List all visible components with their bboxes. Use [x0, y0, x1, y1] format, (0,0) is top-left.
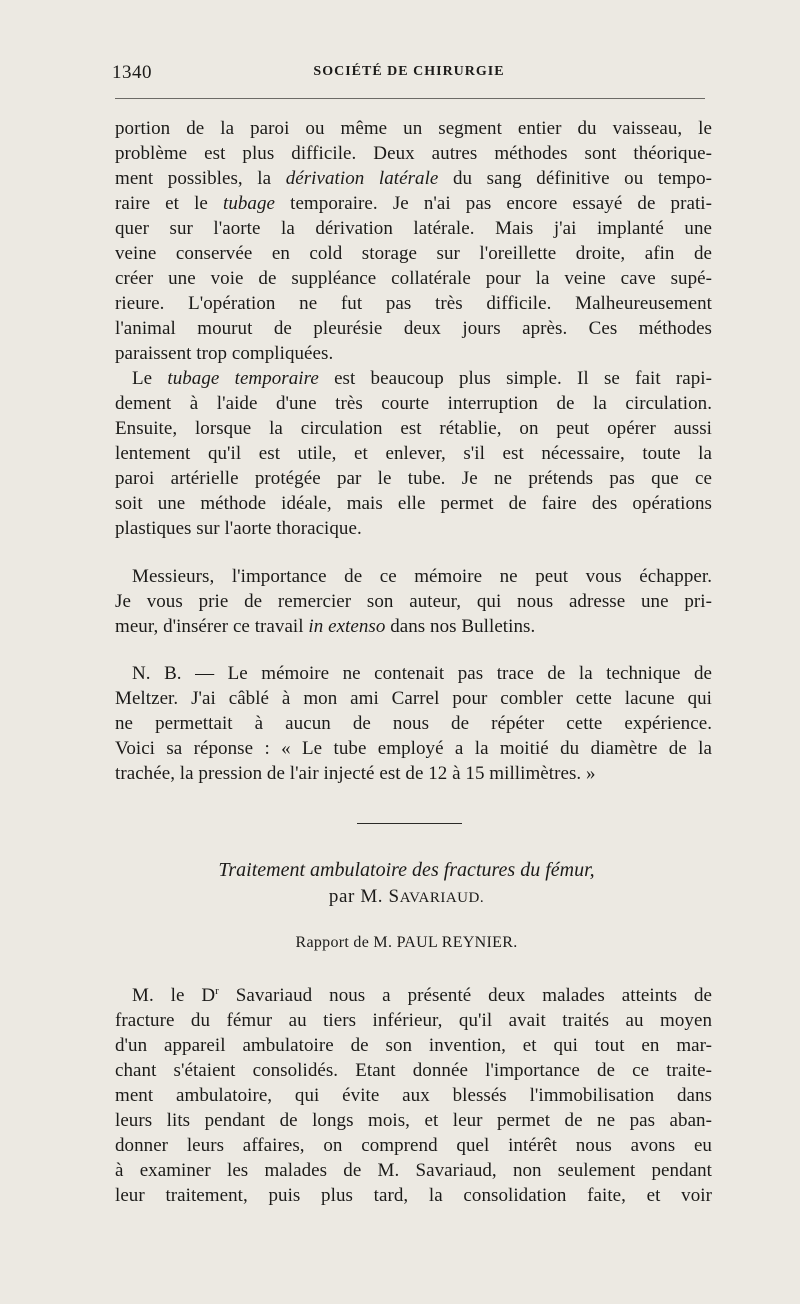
report-line [0, 932, 800, 954]
text-line: Meltzer. J'ai câblé à mon ami Carrel pour combler cette lacune qui [115, 688, 712, 709]
text-line: dement à l'aide d'une très courte interruption de la circulation. [115, 393, 712, 414]
paragraph-2 [115, 366, 712, 541]
text-line: ment possibles, la dérivation latérale du sang définitive ou tempo- [115, 168, 712, 189]
paragraph-5 [115, 983, 712, 1208]
text-line: donner leurs affaires, on comprend quel intérêt nous avons eu [115, 1135, 712, 1156]
text-line: lentement qu'il est utile, et enlever, s'il est nécessaire, toute la [115, 443, 712, 464]
page-header [112, 62, 706, 84]
author-initial: S [388, 886, 400, 907]
byline-prefix: par M. [328, 886, 384, 907]
report-prefix: Rapport de M. [295, 934, 393, 951]
author-name [389, 886, 485, 907]
text-line: soit une méthode idéale, mais elle permet de faire des opérations [115, 493, 712, 514]
text-line: problème est plus difficile. Deux autres méthodes sont théorique- [115, 143, 712, 164]
article-byline [0, 884, 800, 910]
text-line: paraissent trop compliquées. [115, 343, 334, 364]
page-number: 1340 [112, 62, 152, 83]
text-line: à examiner les malades de M. Savariaud, non seulement pendant [115, 1160, 712, 1181]
text-line: meur, d'insérer ce travail in extenso dans nos Bulletins. [115, 616, 536, 637]
nb-paragraph [115, 661, 712, 786]
text-line: Ensuite, lorsque la circulation est rétablie, on peut opérer aussi [115, 418, 712, 439]
text-line: Je vous prie de remercier son auteur, qui nous adresse une pri- [115, 591, 712, 612]
text-line: Voici sa réponse : « Le tube employé a la moitié du diamètre de la [115, 738, 712, 759]
paragraph-3 [115, 564, 712, 639]
text-line: Messieurs, l'importance de ce mémoire ne peut vous échapper. [132, 566, 712, 587]
text-line: portion de la paroi ou même un segment entier du vaisseau, le [115, 118, 712, 139]
text-line: plastiques sur l'aorte thoracique. [115, 518, 362, 539]
running-head: SOCIÉTÉ DE CHIRURGIE [313, 64, 505, 79]
text-line: paroi artérielle protégée par le tube. Je ne prétends pas que ce [115, 468, 712, 489]
text-line: créer une voie de suppléance collatérale pour la veine cave supé- [115, 268, 712, 289]
text-line: fracture du fémur au tiers inférieur, qu'il avait traités au moyen [115, 1010, 712, 1031]
text-line: chant s'étaient consolidés. Etant donnée l'importance de ce traite- [115, 1060, 712, 1081]
paragraph-1 [115, 116, 712, 366]
text-line: leurs lits pendant de longs mois, et leur permet de ne pas aban- [115, 1110, 712, 1131]
text-line: d'un appareil ambulatoire de son invention, et qui tout en mar- [115, 1035, 712, 1056]
text-line: raire et le tubage temporaire. Je n'ai pas encore essayé de prati- [115, 193, 712, 214]
text-line: leur traitement, puis plus tard, la consolidation faite, et voir [115, 1185, 712, 1206]
text-line: l'animal mourut de pleurésie deux jours après. Ces méthodes [115, 318, 712, 339]
text-line: ment ambulatoire, qui évite aux blessés l'immobilisation dans [115, 1085, 712, 1106]
text-line: M. le $D^r$ Savariaud nous a présenté deux malades atteints de [132, 985, 712, 1006]
text-line: quer sur l'aorte la dérivation latérale. Mais j'ai implanté une [115, 218, 712, 239]
text-line: Le tubage temporaire est beaucoup plus simple. Il se fait rapi- [132, 368, 712, 389]
text-line: N. B. — Le mémoire ne contenait pas trace de la technique de [132, 663, 712, 684]
section-separator [357, 823, 462, 824]
header-rule [115, 98, 705, 99]
text-line: rieure. L'opération ne fut pas très difficile. Malheureusement [115, 293, 712, 314]
article-title: Traitement ambulatoire des fractures du fémur, [218, 859, 595, 881]
text-line: ne permettait à aucun de nous de répéter cette expérience. [115, 713, 712, 734]
text-line: trachée, la pression de l'air injecté est de 12 à 15 millimètres. » [115, 763, 596, 784]
text-line: veine conservée en cold storage sur l'oreillette droite, afin de [115, 243, 712, 264]
reporter-name: PAUL REYNIER. [396, 934, 518, 951]
author-rest: AVARIAUD. [399, 890, 485, 906]
